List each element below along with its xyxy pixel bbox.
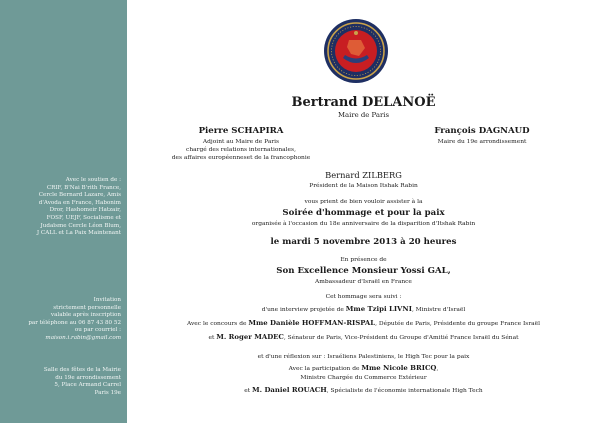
venue-line: Paris 19e: [94, 389, 121, 396]
invite-line: vous prient de bien vouloir assister à la: [304, 199, 423, 205]
invitation-line: Invitation: [93, 297, 121, 303]
support-line: d'Avoda en France, Habonim: [38, 199, 121, 206]
left-official-line: Adjoint au Maire de Paris: [202, 139, 280, 145]
support-line: Cercle Bernard Lazare, Amis: [38, 192, 121, 199]
support-line: Judaïsme Cercle Léon Blum,: [40, 222, 121, 229]
hoffman-name: Mme Danièle HOFFMAN-RISPAL: [248, 319, 376, 327]
left-official-line: des affaires européenneset de la francophonie: [171, 155, 311, 161]
support-line: CRIF, B'Nai B'rith France,: [46, 184, 121, 191]
guest-title: Ambassadeur d'Israël en France: [315, 279, 412, 285]
rouach-line: et M. Daniel ROUACH, Spécialiste de l'économie internationale High Tech: [244, 386, 483, 394]
right-official-name: François DAGNAUD: [434, 126, 530, 136]
venue-line: 5, Place Armand Carrel: [54, 382, 121, 389]
invitation-block: [9, 297, 121, 343]
invitation-body: [127, 0, 600, 423]
sidebar-panel: [0, 0, 127, 423]
reflection-line: et d'une réflexion sur : Israéliens Palestiniens, le High Tec pour la paix: [257, 354, 470, 360]
support-line: FOSF, UEJF, Socialisme et: [46, 214, 121, 221]
guest-name: Son Excellence Monsieur Yossi GAL,: [276, 266, 451, 276]
host-title: Maire de Paris: [337, 111, 390, 119]
hoffman-line: Avec le concours de Mme Danièle HOFFMAN-RISPAL, Députée de Paris, Présidente du groupe France Israël: [186, 319, 541, 327]
venue-line: du 19e arrondissement: [55, 374, 121, 381]
support-block: [9, 177, 121, 238]
invitation-line: par téléphone au 06 87 43 80 52: [28, 319, 121, 326]
venue-block: [9, 367, 121, 397]
zilberg-title: Président de la Maison Itshak Rabin: [309, 183, 418, 189]
event-date: le mardi 5 novembre 2013 à 20 heures: [270, 237, 457, 247]
support-line: J CALL et La Paix Maintenant: [36, 230, 121, 237]
program-intro: Cet hommage sera suivi :: [325, 294, 402, 300]
invitation-line: ou par courriel :: [74, 327, 121, 334]
event-subtitle: organisée à l'occasion du 18e anniversaire de la disparition d'Itshak Rabin: [251, 221, 476, 227]
interview-line: d'une interview projetée de Mme Tzipi LIVNI, Ministre d'Israël: [261, 305, 466, 313]
left-official-name: Pierre SCHAPIRA: [198, 126, 284, 136]
invitation-line: strictement personnelle: [53, 304, 121, 311]
bricq-title: Ministre Chargée du Commerce Extérieur: [300, 375, 427, 381]
support-line: Dror, Hashomeir Hatzair,: [49, 207, 121, 214]
bricq-line: Avec la participation de Mme Nicole BRICQ,: [288, 364, 439, 372]
madec-name: M. Roger MADEC: [216, 333, 284, 341]
seal-emblem-icon: [323, 18, 389, 84]
event-title: Soirée d'hommage et pour la paix: [282, 208, 445, 218]
support-line: Avec le soutien de :: [65, 177, 121, 183]
interview-name: Mme Tzipi LIVNI: [345, 305, 412, 313]
venue-line: Salle des fêtes de la Mairie: [43, 367, 121, 373]
right-official-title: Maire du 19e arrondissement: [437, 139, 527, 145]
left-official-line: chargé des relations internationales,: [186, 147, 296, 153]
bricq-name: Mme Nicole BRICQ: [361, 364, 437, 372]
contact-email[interactable]: maison.i.rabin@gmail.com: [45, 334, 121, 341]
madec-line: et M. Roger MADEC, Sénateur de Paris, Vice-Président du Groupe d'Amitié France Israël du Sénat: [208, 333, 519, 341]
zilberg-name: Bernard ZILBERG: [325, 170, 402, 180]
invitation-line: valable après inscription: [50, 312, 121, 319]
host-name: Bertrand DELANOË: [291, 95, 436, 110]
rouach-name: M. Daniel ROUACH: [252, 386, 327, 394]
presence-line: En présence de: [340, 257, 387, 263]
